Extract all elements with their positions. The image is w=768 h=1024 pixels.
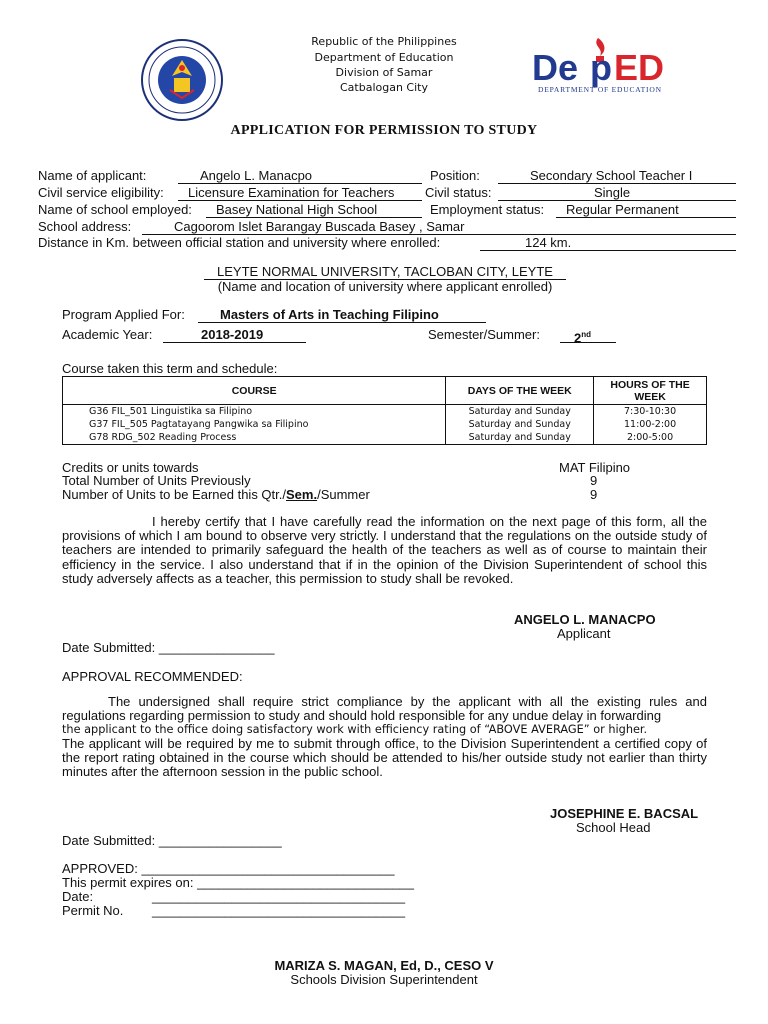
units-earned-label-c: /Summer bbox=[317, 487, 370, 502]
superintendent-role: Schools Division Superintendent bbox=[290, 972, 478, 987]
semester-number: 2 bbox=[574, 330, 582, 346]
schedule-header-row bbox=[63, 377, 707, 405]
date-submitted-head: Date Submitted: _________________ bbox=[62, 833, 282, 848]
hours-cell: 7:30-10:30 bbox=[594, 405, 707, 419]
eligibility-label: Civil service eligibility: bbox=[38, 185, 164, 200]
units-previous-label: Total Number of Units Previously bbox=[62, 473, 251, 488]
address-field bbox=[142, 219, 736, 235]
approved-line: APPROVED: ___________________________________ bbox=[62, 861, 395, 876]
employment-value: Regular Permanent bbox=[566, 202, 679, 217]
eligibility-value: Licensure Examination for Teachers bbox=[188, 185, 395, 200]
semester-field bbox=[560, 327, 616, 346]
units-earned-label bbox=[62, 487, 370, 502]
position-value: Secondary School Teacher I bbox=[530, 168, 693, 183]
table-row bbox=[63, 431, 707, 445]
date-submitted-applicant: Date Submitted: ________________ bbox=[62, 640, 275, 655]
applicant-role: Applicant bbox=[557, 626, 611, 641]
deped-logo-icon bbox=[530, 36, 690, 96]
name-label: Name of applicant: bbox=[38, 168, 147, 183]
approval-paragraph-2: the applicant to the office doing satisfactory work with efficiency rating of “ABOVE AVERAGE” or higher. bbox=[62, 723, 648, 736]
header-division: Division of Samar bbox=[335, 66, 433, 79]
course-cell: G37 FIL_505 Pagtatayang Pangwika sa Filipino bbox=[63, 418, 446, 431]
certification-paragraph: I hereby certify that I have carefully read the information on the next page of this form, all the provisions of which I am bound to observe very strictly. I understand that the regulations on the outside study of teachers are intended to primarily safeguard the health of the teachers as well as of course to maintain their efficiency in the service. I also understand that if in the opinion of the Division Superintendent of school this study adversely affects as a teacher, this permission to study shall be revoked. bbox=[62, 514, 707, 586]
units-earned-sem: Sem. bbox=[286, 487, 318, 502]
distance-label: Distance in Km. between official station and university where enrolled: bbox=[38, 235, 441, 250]
units-earned-label-a: Number of Units to be Earned this Qtr./ bbox=[62, 487, 286, 502]
hours-cell: 2:00-5:00 bbox=[594, 431, 707, 445]
course-cell: G78 RDG_502 Reading Process bbox=[63, 431, 446, 445]
table-row bbox=[63, 405, 707, 419]
date-line: ___________________________________ bbox=[152, 889, 406, 904]
header-course: COURSE bbox=[63, 377, 446, 405]
superintendent-name: MARIZA S. MAGAN, Ed, D., CESO V bbox=[274, 958, 494, 973]
form-title: APPLICATION FOR PERMISSION TO STUDY bbox=[230, 123, 538, 138]
distance-field bbox=[480, 235, 736, 251]
approval-paragraph-3: The applicant will be required by me to submit through office, to the Division Superintendent a certified copy of the report rating obtained in the course which should be attended to his/her outside study not earlier than thirty minutes after the afternoon session in the public school. bbox=[62, 736, 707, 780]
hours-cell: 11:00-2:00 bbox=[594, 418, 707, 431]
header-republic: Republic of the Philippines bbox=[311, 35, 457, 48]
program-value: Masters of Arts in Teaching Filipino bbox=[220, 307, 439, 322]
employment-field bbox=[556, 202, 736, 218]
program-field bbox=[198, 307, 486, 323]
units-earned-value: 9 bbox=[590, 487, 598, 502]
semester-suffix: nd bbox=[581, 330, 592, 339]
svg-text:DEPARTMENT OF EDUCATION: DEPARTMENT OF EDUCATION bbox=[538, 85, 662, 94]
deped-logo bbox=[530, 36, 690, 96]
permit-expires-line: This permit expires on: ______________________________ bbox=[62, 875, 415, 890]
svg-text:p: p bbox=[590, 47, 612, 88]
eligibility-field bbox=[178, 185, 422, 201]
school-field bbox=[206, 202, 422, 218]
civil-status-field bbox=[498, 185, 736, 201]
employment-label: Employment status: bbox=[430, 202, 545, 217]
semester-label: Semester/Summer: bbox=[428, 327, 540, 342]
distance-value: 124 km. bbox=[525, 235, 572, 250]
school-head-name: JOSEPHINE E. BACSAL bbox=[550, 806, 699, 821]
address-label: School address: bbox=[38, 219, 132, 234]
units-previous-value: 9 bbox=[590, 473, 598, 488]
header-hours: HOURS OF THE WEEK bbox=[594, 377, 707, 405]
position-label: Position: bbox=[430, 168, 480, 183]
semester-value bbox=[574, 327, 591, 345]
credits-towards-label: Credits or units towards bbox=[62, 460, 199, 475]
approval-paragraph-1: The undersigned shall require strict compliance by the applicant with all the existing rules and regulations regarding permission to study and should hold responsible for any undue delay in forwarding bbox=[62, 694, 707, 724]
school-head-role: School Head bbox=[576, 820, 651, 835]
header-days: DAYS OF THE WEEK bbox=[446, 377, 594, 405]
table-row bbox=[63, 418, 707, 431]
svg-text:De: De bbox=[532, 47, 579, 88]
applicant-name: ANGELO L. MANACPO bbox=[514, 612, 656, 627]
schedule-label: Course taken this term and schedule: bbox=[62, 361, 278, 376]
name-value: Angelo L. Manacpo bbox=[200, 168, 313, 183]
schedule-table bbox=[62, 376, 707, 445]
credits-towards-value: MAT Filipino bbox=[559, 460, 631, 475]
university-name: LEYTE NORMAL UNIVERSITY, TACLOBAN CITY, LEYTE bbox=[204, 264, 566, 280]
date-label: Date: bbox=[62, 889, 94, 904]
header-department: Department of Education bbox=[314, 51, 454, 64]
approval-recommended-heading: APPROVAL RECOMMENDED: bbox=[62, 669, 243, 684]
position-field bbox=[498, 168, 736, 184]
days-cell: Saturday and Sunday bbox=[446, 431, 594, 445]
header-city: Catbalogan City bbox=[340, 81, 428, 94]
school-label: Name of school employed: bbox=[38, 202, 192, 217]
academic-year-value: 2018-2019 bbox=[201, 327, 264, 342]
academic-year-label: Academic Year: bbox=[62, 327, 153, 342]
university-caption: (Name and location of university where applicant enrolled) bbox=[217, 279, 553, 294]
civil-status-label: Civil status: bbox=[425, 185, 492, 200]
school-value: Basey National High School bbox=[216, 202, 378, 217]
name-field bbox=[178, 168, 422, 184]
days-cell: Saturday and Sunday bbox=[446, 405, 594, 419]
permit-no-line: ___________________________________ bbox=[152, 903, 406, 918]
civil-status-value: Single bbox=[594, 185, 631, 200]
permit-no-label: Permit No. bbox=[62, 903, 124, 918]
program-label: Program Applied For: bbox=[62, 307, 185, 322]
days-cell: Saturday and Sunday bbox=[446, 418, 594, 431]
academic-year-field bbox=[163, 327, 306, 343]
address-value: Cagoorom Islet Barangay Buscada Basey , Samar bbox=[174, 219, 465, 234]
course-cell: G36 FIL_501 Linguistika sa Filipino bbox=[63, 405, 446, 419]
svg-text:ED: ED bbox=[614, 47, 665, 88]
